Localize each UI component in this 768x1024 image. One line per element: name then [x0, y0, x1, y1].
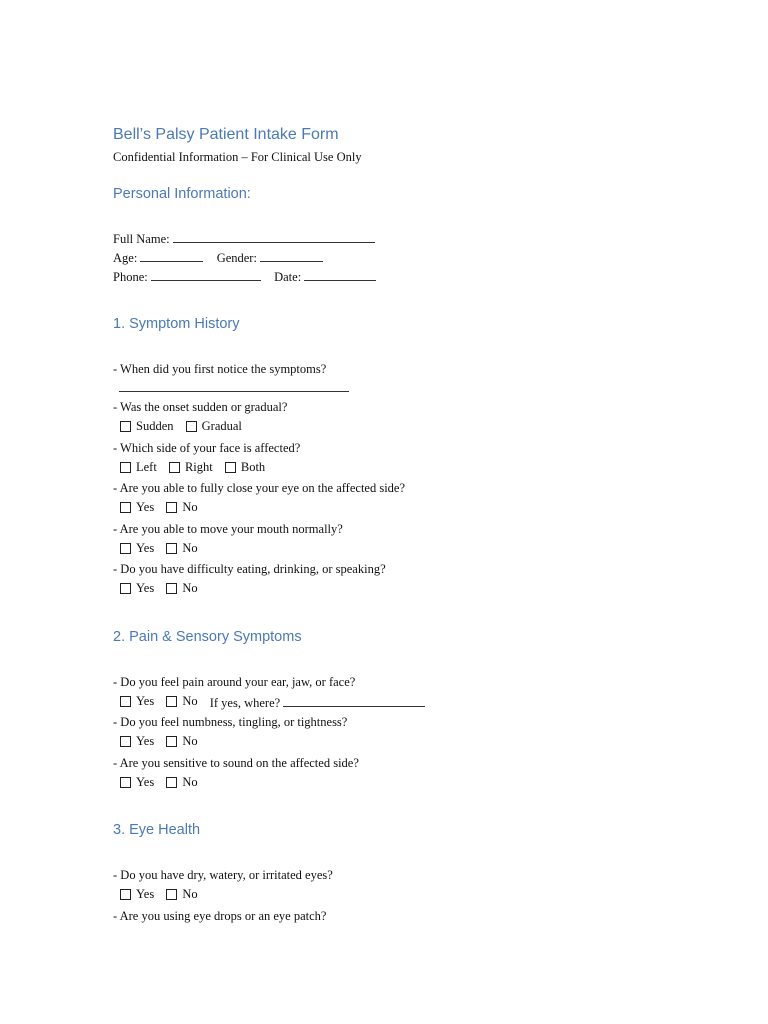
form-subtitle: Confidential Information – For Clinical Use Only — [113, 150, 362, 164]
checkbox[interactable] — [120, 696, 131, 707]
checkbox[interactable] — [166, 889, 177, 900]
intake-form-page — [113, 124, 713, 926]
checkbox[interactable] — [166, 502, 177, 513]
question-eye-irritation: - Do you have dry, watery, or irritated eyes? — [113, 868, 333, 883]
date-label: Date: — [274, 270, 302, 285]
full-name-field[interactable] — [173, 230, 375, 243]
option-label: Yes — [136, 887, 155, 902]
option-label: Yes — [136, 500, 155, 515]
checkbox[interactable] — [120, 462, 131, 473]
checkbox[interactable] — [169, 462, 180, 473]
question-sound-sensitivity: - Are you sensitive to sound on the affected side? — [113, 755, 359, 770]
checkbox[interactable] — [120, 421, 131, 432]
option-gradual[interactable] — [186, 417, 242, 436]
option-yes[interactable] — [120, 579, 154, 598]
options-sound-sensitivity — [113, 773, 713, 794]
options-mouth-movement — [113, 539, 713, 560]
option-label: Both — [240, 459, 266, 474]
onset-time-field[interactable] — [119, 379, 349, 392]
gender-field[interactable] — [260, 249, 323, 262]
option-label: No — [182, 734, 198, 749]
option-label: Right — [184, 459, 213, 474]
option-no[interactable] — [166, 539, 197, 558]
option-yes[interactable] — [120, 498, 154, 517]
option-both[interactable] — [225, 458, 265, 477]
option-label: No — [182, 693, 198, 708]
options-eye-irritation — [113, 885, 713, 906]
question-onset-type: - Was the onset sudden or gradual? — [113, 400, 288, 415]
section-heading-personal: Personal Information: — [113, 186, 251, 202]
option-no[interactable] — [166, 732, 197, 751]
question-numbness: - Do you feel numbness, tingling, or tightness? — [113, 715, 348, 730]
form-title: Bell’s Palsy Patient Intake Form — [113, 126, 339, 143]
options-pain — [113, 692, 713, 713]
options-affected-side — [113, 458, 713, 479]
full-name-row — [113, 230, 713, 249]
question-symptom-onset-time: - When did you first notice the symptoms? — [113, 361, 327, 376]
checkbox[interactable] — [120, 889, 131, 900]
date-field[interactable] — [304, 268, 376, 281]
section-heading-eye-health: 3. Eye Health — [113, 822, 201, 839]
option-no[interactable] — [166, 498, 197, 517]
checkbox[interactable] — [166, 543, 177, 554]
options-eye-closure — [113, 498, 713, 519]
age-label: Age: — [113, 251, 138, 266]
question-eye-drops: - Are you using eye drops or an eye patch? — [113, 908, 327, 923]
gender-label: Gender: — [216, 251, 257, 266]
checkbox[interactable] — [120, 736, 131, 747]
option-no[interactable] — [166, 579, 197, 598]
option-yes[interactable] — [120, 773, 154, 792]
phone-field[interactable] — [151, 268, 261, 281]
option-label: Sudden — [136, 419, 174, 434]
question-pain: - Do you feel pain around your ear, jaw, or face? — [113, 674, 356, 689]
checkbox[interactable] — [166, 583, 177, 594]
checkbox[interactable] — [120, 502, 131, 513]
option-label: Left — [136, 459, 157, 474]
checkbox[interactable] — [120, 583, 131, 594]
question-affected-side: - Which side of your face is affected? — [113, 440, 301, 455]
checkbox[interactable] — [186, 421, 197, 432]
option-left[interactable] — [120, 458, 157, 477]
option-label: Gradual — [201, 419, 242, 434]
question-mouth-movement: - Are you able to move your mouth normally? — [113, 521, 343, 536]
checkbox[interactable] — [120, 543, 131, 554]
section-heading-symptom-history: 1. Symptom History — [113, 315, 240, 332]
option-no[interactable] — [166, 773, 197, 792]
checkbox[interactable] — [120, 777, 131, 788]
option-label: No — [182, 887, 198, 902]
option-yes[interactable] — [120, 692, 154, 711]
checkbox[interactable] — [166, 736, 177, 747]
options-onset-type — [113, 417, 713, 438]
option-yes[interactable] — [120, 885, 154, 904]
option-label: Yes — [136, 774, 155, 789]
pain-location-field[interactable] — [283, 694, 425, 707]
option-label: No — [182, 581, 198, 596]
section-heading-pain-sensory: 2. Pain & Sensory Symptoms — [113, 628, 302, 645]
option-right[interactable] — [169, 458, 213, 477]
option-label: Yes — [136, 734, 155, 749]
option-no[interactable] — [166, 885, 197, 904]
option-no[interactable] — [166, 692, 197, 711]
option-label: Yes — [136, 693, 155, 708]
full-name-label: Full Name: — [113, 232, 170, 246]
age-gender-row — [113, 249, 713, 268]
options-numbness — [113, 732, 713, 753]
checkbox[interactable] — [166, 777, 177, 788]
option-yes[interactable] — [120, 539, 154, 558]
phone-label: Phone: — [113, 270, 148, 285]
option-sudden[interactable] — [120, 417, 174, 436]
option-yes[interactable] — [120, 732, 154, 751]
option-label: No — [182, 540, 198, 555]
checkbox[interactable] — [166, 696, 177, 707]
age-field[interactable] — [140, 249, 203, 262]
question-eye-closure: - Are you able to fully close your eye on the affected side? — [113, 481, 406, 496]
pain-location-label: If yes, where? — [209, 695, 281, 710]
phone-date-row — [113, 268, 713, 287]
option-label: Yes — [136, 581, 155, 596]
answer-row-onset-time — [113, 379, 713, 398]
question-eating-difficulty: - Do you have difficulty eating, drinking, or speaking? — [113, 562, 386, 577]
option-label: No — [182, 774, 198, 789]
options-eating-difficulty — [113, 579, 713, 600]
option-label: No — [182, 500, 198, 515]
checkbox[interactable] — [225, 462, 236, 473]
option-label: Yes — [136, 540, 155, 555]
